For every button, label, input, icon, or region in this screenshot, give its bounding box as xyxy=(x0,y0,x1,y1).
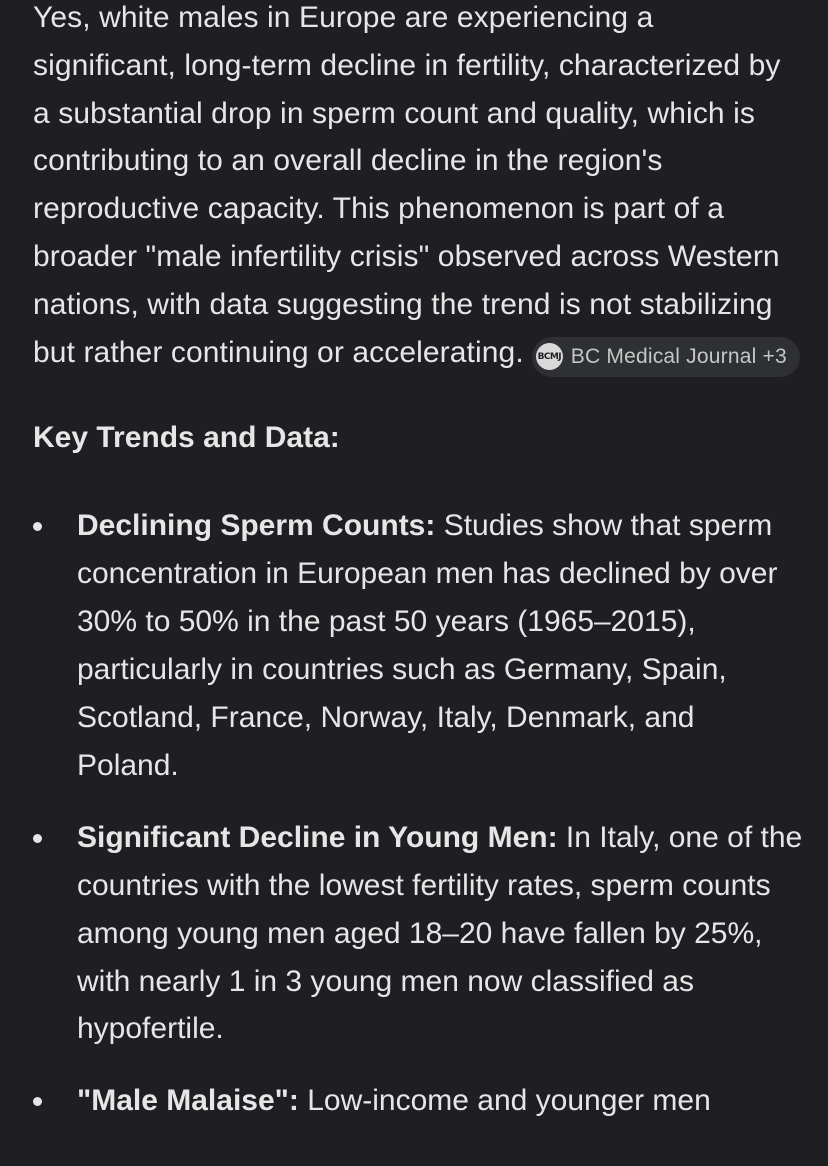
list-item xyxy=(33,1077,803,1125)
bullet-text: Low-income and younger men xyxy=(298,1084,711,1118)
intro-text: Yes, white males in Europe are experiencing a significant, long-term decline in fertility, characterized by a substantial drop in sperm count and quality, which is contributing to an overall decline in the region's reproductive capacity. This phenomenon is part of a broader "male infertility crisis" observed across Western nations, with data suggesting the trend is not stabilizing but rather continuing or accelerating. xyxy=(33,1,781,369)
section-heading: Key Trends and Data: xyxy=(33,421,340,455)
source-chip-label: BC Medical Journal +3 xyxy=(570,344,787,368)
bullet-text: Studies show that sperm concentration in European men has declined by over 30% to 50% in the past 50 years (1965–2015), particularly in countries such as Germany, Spain, Scotland, France, Norway, Italy, Denmark, and Poland. xyxy=(77,509,778,782)
list-item xyxy=(33,814,803,1054)
bullet-icon xyxy=(33,834,42,843)
source-chip[interactable] xyxy=(532,337,800,377)
bc-medical-journal-logo-icon: BCMJ xyxy=(536,343,563,370)
bullet-term: Significant Decline in Young Men: xyxy=(77,820,558,854)
intro-paragraph xyxy=(33,0,803,376)
key-trends-list xyxy=(33,502,803,1125)
bullet-icon xyxy=(33,522,42,531)
bullet-icon xyxy=(33,1097,42,1106)
response-content xyxy=(33,0,803,1149)
bullet-term: Declining Sperm Counts: xyxy=(77,509,436,543)
bullet-text: In Italy, one of the countries with the lowest fertility rates, sperm counts among young men aged 18–20 have fallen by 25%, with nearly 1 in 3 young men now classified as hypofertile. xyxy=(77,820,803,1046)
bullet-term: "Male Malaise": xyxy=(77,1084,299,1118)
list-item xyxy=(33,502,803,789)
